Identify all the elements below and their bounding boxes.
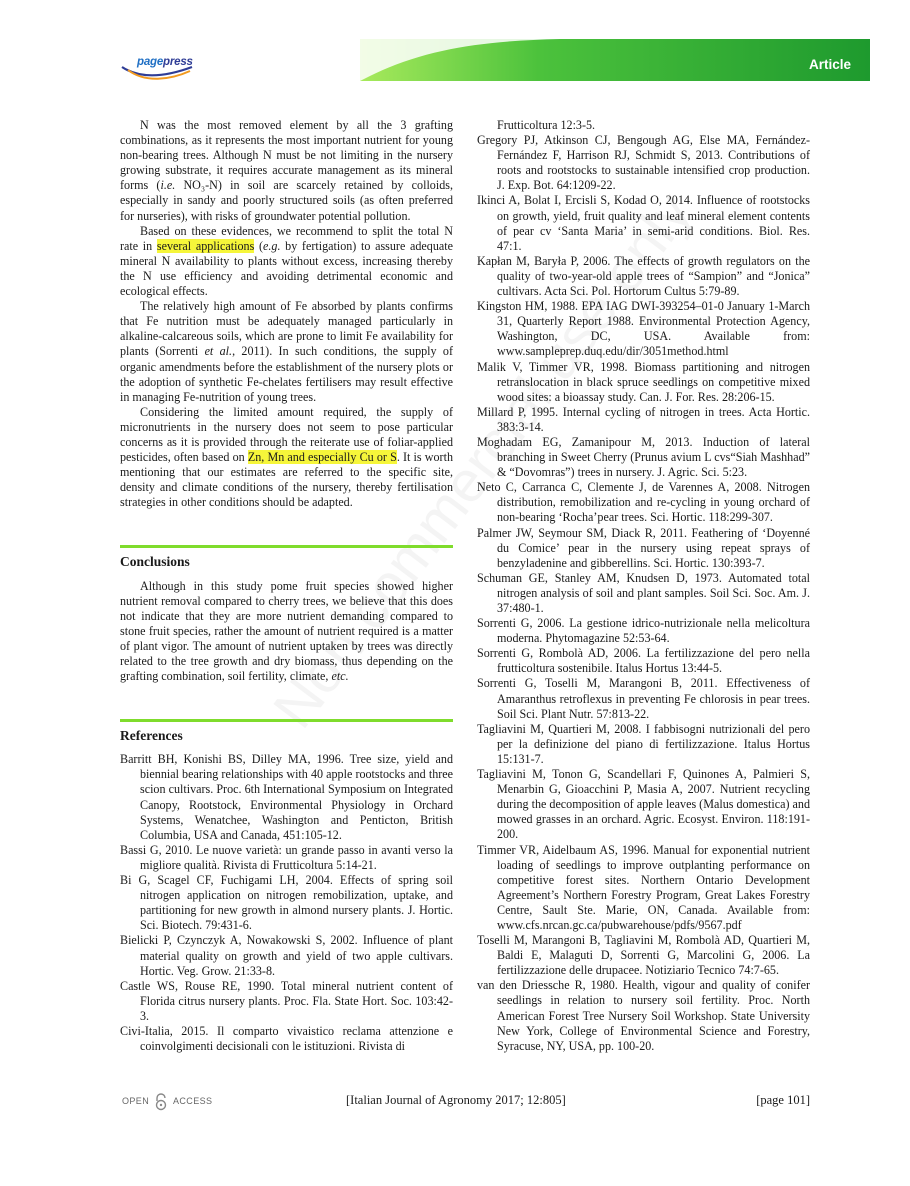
reference-item: Barritt BH, Konishi BS, Dilley MA, 1996. Tree size, yield and biennial bearing relationships with 40 apple rootstocks and three scion cultivars. Proc. 6th International Symposium on Integrated Canopy, Rootstock, Environmental Physiology in Orchard Systems, Wenatchee, Washington and Penticton, British Columbia, USA and Canada, 451:105-12. [120, 752, 453, 842]
references-heading: References [120, 728, 183, 744]
reference-item: Bi G, Scagel CF, Fuchigami LH, 2004. Effects of spring soil nitrogen application on nitrogen remobilization, uptake, and partitioning for new growth in almond nursery plants. J. Hortic. Sci. Biotech. 79:431-6. [120, 873, 453, 933]
right-column [477, 118, 810, 1054]
reference-item: Malik V, Timmer VR, 1998. Biomass partitioning and nitrogen retranslocation in black spruce seedlings on competitive mixed wood sites: a bioassay study. Can. J. For. Res. 28:206-15. [477, 359, 810, 404]
paragraph-recommendation: Based on these evidences, we recommend to split the total N rate in several applications (e.g. by fertigation) to assure adequate mineral N availability to plants without excess, increasing thereby the N use efficiency and avoiding detrimental economic and ecological effects. [120, 223, 453, 299]
left-column [120, 118, 453, 1054]
reference-item: Bassi G, 2010. Le nuove varietà: un grande passo in avanti verso la migliore qualità. Rivista di Frutticoltura 5:14-21. [120, 842, 453, 872]
reference-item: Tagliavini M, Tonon G, Scandellari F, Quinones A, Palmieri S, Menarbin G, Gioacchini P, Masia A, 2007. Nutrient recycling during the decomposition of apple leaves (Malus domestica) and mowed grasses in an orchard. Agric. Ecosyst. Environ. 118:191-200. [477, 767, 811, 842]
section-divider [120, 545, 453, 548]
reference-item: Moghadam EG, Zamanipour M, 2013. Induction of lateral branching in Sweet Cherry (Prunus avium L cvs“Siah Mashhad” & “Dovomras”) trees in nursery. J. Agric. Sci. 5:23. [477, 434, 810, 480]
paragraph-micronutrients: Considering the limited amount required, the supply of micronutrients in the nursery does not seem to pose particular concerns as it is provided through the reiterate use of foliar-applied pesticides, often based on Zn, Mn and especially Cu or S. It is worth mentioning that our estimates are referred to the specific site, density and climate conditions of the nursery, thereby fertilisation strategies in other conditions should be adapted. [120, 404, 453, 510]
reference-item: Schuman GE, Stanley AM, Knudsen D, 1973. Automated total nitrogen analysis of soil and plant samples. Soil Sci. Soc. Am. J. 37:480-1. [477, 570, 810, 615]
reference-item: Gregory PJ, Atkinson CJ, Bengough AG, Else MA, Fernández-Fernández F, Harrison RJ, Schmidt S, 2013. Contributions of roots and rootstocks to sustainable intensified crop production. J. Exp. Bot. 64:1209-22. [477, 133, 810, 193]
open-access-logo: OPEN ACCESS [120, 1092, 220, 1112]
reference-item: Civi-Italia, 2015. Il comparto vivaistico reclama attenzione e coinvolgimenti decisionali con le istituzioni. Rivista di [120, 1023, 453, 1054]
reference-item: Tagliavini M, Quartieri M, 2008. I fabbisogni nutrizionali del pero per la definizione del piano di fertilizzazione. Italus Hortus 15:131-7. [477, 721, 810, 766]
reference-item: Bielicki P, Czynczyk A, Nowakowski S, 2002. Influence of plant material quality on growth and yield of two apple cultivars. Hortic. Veg. Grow. 21:33-8. [120, 933, 453, 978]
conclusions-heading: Conclusions [120, 554, 190, 570]
open-lock-icon [153, 1092, 169, 1112]
article-label: Article [808, 57, 851, 72]
reference-item: Millard P, 1995. Internal cycling of nitrogen in trees. Acta Hortic. 383:3-14. [477, 404, 810, 434]
logo-text: pagepress [137, 56, 193, 68]
article-banner [360, 39, 870, 81]
journal-citation: [Italian Journal of Agronomy 2017; 12:805] [346, 1093, 566, 1107]
reference-item: Kapłan M, Baryła P, 2006. The effects of growth regulators on the quality of two-year-old apple trees of “Sampion” and “Jonica” cultivars. Acta Sci. Pol. Hortorum Cultus 5:79-89. [477, 253, 810, 299]
reference-item: Ikinci A, Bolat I, Ercisli S, Kodad O, 2014. Influence of rootstocks on growth, yield, fruit quality and leaf mineral element contents of pear cv ‘Santa Maria’ in semi-arid conditions. Biol. Res. 47:1. [477, 193, 810, 253]
reference-item: Kingston HM, 1988. EPA IAG DWI-393254–01-0 January 1-March 31, Quarterly Report 1988. Environmental Protection Agency, Washington, DC, USA. Available from: www.sampleprep.duq.edu/dir/3051method.html [477, 299, 810, 359]
reference-item: Sorrenti G, Rombolà AD, 2006. La fertilizzazione del pero nella frutticoltura sostenibile. Italus Hortus 13:44-5. [477, 646, 810, 676]
paragraph-nitrogen: N was the most removed element by all the 3 grafting combinations, as it represents the most important nutrient for young non-bearing trees. Although N must be not limiting in the nursery growing substrate, it requires accurate management as its mineral forms (i.e. NO₃-N) in soil are scarcely retained by colloids, especially in sandy and poorly structured soils (as often preferred for nurseries), with risks of groundwater potential pollution. [120, 118, 453, 223]
section-divider [120, 719, 453, 722]
reference-item: Palmer JW, Seymour SM, Diack R, 2011. Feathering of ‘Doyenné du Comice’ pear in the nursery using repeat sprays of benzyladenine and gibberellins. Sci. Hortic. 130:393-7. [477, 525, 810, 570]
paragraph-conclusions: Although in this study pome fruit species showed higher nutrient removal compared to cherry trees, we believe that this does not indicate that they are more nutrient demanding compared to stone fruit species, rather the amount of nutrient required is a matter of plant vigor. The amount of nutrient uptaken by trees was directly related to the tree growth and dry biomass, thus depending on the grafting combination, soil fertility, climate, etc. [120, 578, 453, 684]
page-number: [page 101] [756, 1093, 810, 1107]
reference-item: Timmer VR, Aidelbaum AS, 1996. Manual for exponential nutrient loading of seedlings to improve outplanting performance on competitive forest sites. Northern Ontario Development Agreement’s Northern Forestry Program, Great Lakes Forestry Centre, Sault Ste. Marie, ON, Canada. Available from: www.cfs.nrcan.gc.ca/pubwarehouse/pdfs/9567.pdf [477, 842, 810, 932]
reference-item: Toselli M, Marangoni B, Tagliavini M, Rombolà AD, Quartieri M, Baldi E, Malaguti D, Sorrenti G, Marcolini G, 2006. La fertilizzazione delle drupacee. Notiziario Tecnico 74:7-65. [477, 933, 810, 978]
reference-item: Sorrenti G, 2006. La gestione idrico-nutrizionale nella melicoltura moderna. Phytomagazine 52:53-64. [477, 616, 810, 646]
reference-item: Neto C, Carranca C, Clemente J, de Varennes A, 2008. Nitrogen distribution, remobilization and re-cycling in young orchard of non-bearing ‘Rocha’pear trees. Sci. Hortic. 118:299-307. [477, 480, 810, 525]
pagepress-logo [120, 55, 210, 85]
reference-continuation: Frutticoltura 12:3-5. [497, 118, 596, 132]
reference-item: Castle WS, Rouse RE, 1990. Total mineral nutrient content of Florida citrus nursery plants. Proc. Fla. State Hort. Soc. 103:42-3. [120, 978, 453, 1023]
highlight-several-applications: several applications [156, 238, 255, 253]
reference-item: Sorrenti G, Toselli M, Marangoni B, 2011. Effectiveness of Amaranthus retroflexus in preventing Fe chlorosis in pear trees. Soil Sci. Plant Nutr. 57:813-22. [477, 676, 810, 721]
highlight-zn-mn-cu-s: Zn, Mn and especially Cu or S [247, 450, 397, 465]
paragraph-iron: The relatively high amount of Fe absorbed by plants confirms that Fe nutrition must be adequately managed particularly in alkaline-calcareous soils, which are prone to limit Fe availability for plants (Sorrenti et al., 2011). In such conditions, the supply of organic amendments before the establishment of the nursery plots or the adoption of synthetic Fe-chelates fertilisers may result effective in managing Fe-nutrition of young trees. [120, 299, 453, 404]
reference-item: van den Driessche R, 1980. Health, vigour and quality of conifer seedlings in relation to nursery soil fertility. Proc. North American Forest Tree Nursery Soil Workshop. State University New York, College of Environmental Science and Forestry, Syracuse, NY, USA, pp. 100-20. [477, 978, 810, 1053]
